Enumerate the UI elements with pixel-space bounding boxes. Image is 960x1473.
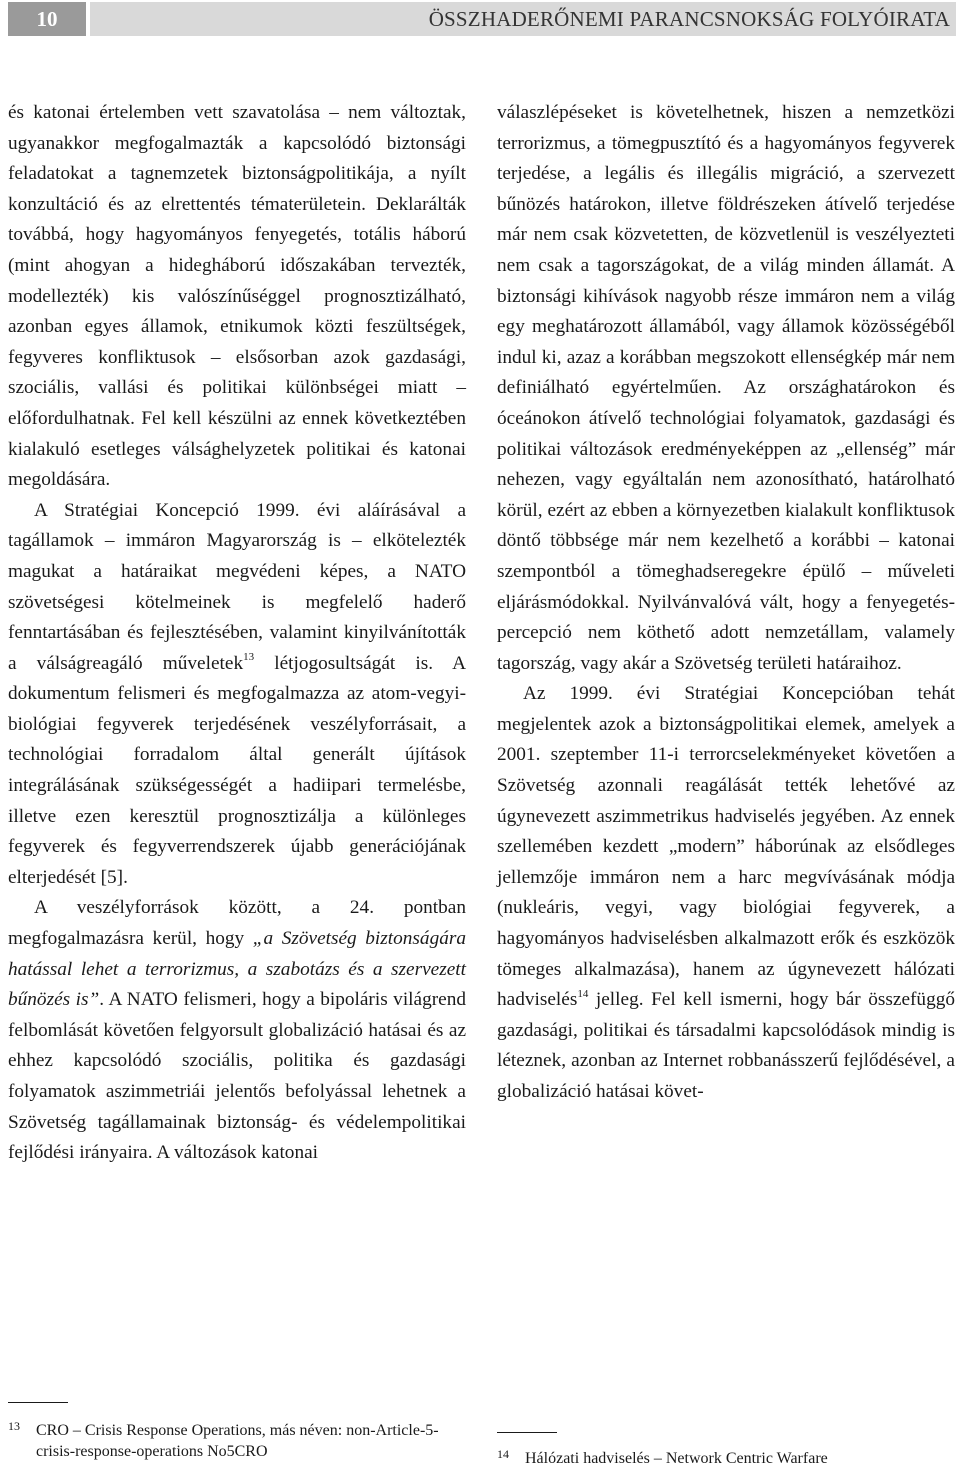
page-number: 10 (8, 2, 86, 36)
paragraph: és katonai értelemben vett szavatolása – nem változtak, ugyanakkor megfogalmazták a kapcsolódó biztonsági feladatokat a tagnemzetek biztonságpolitikája, a nyílt konzultáció és az elrettentés tématerületein. Deklarálták továbbá, hogy hagyományos fenyegetés, totális háború (mint ahogyan a hidegháború időszakában tervezték, modellezték) kis valószínűséggel prognosztizálható, azonban egyes államok, etnikumok közti feszültségek, fegyveres konfliktusok – elsősorban azok gazdasági, szociális, vallási és politikai különbségei miatt – előfordulhatnak. Fel kell készülni az ennek következtében kialakuló esetleges válsághelyzetek politikai és katonai megoldására. (8, 102, 466, 491)
paragraph: válaszlépéseket is követelhetnek, hiszen a nemzetközi terrorizmus, a tömegpusztító és a hagyományos fegyverek terjedése, a legális és illegális migráció, a szervezett bűnözés határokon, illetve földrészeken átívelő terjedése már nem csak közvetetten, de közvetlenül is veszélyezteti nem csak a tagországokat, de a világ minden államát. A biztonsági kihívások nagyobb része immáron nem a világ egy meghatározott államából, vagy államok közösségéből indul ki, azaz a korábban megszokott ellenségkép már nem definiálható egyértelműen. Az országhatárokon és óceánokon átívelő technológiai folyamatok, gazdasági és politikai változások eredményeképpen az „ellenség” már nehezen, vagy egyáltalán nem azonosítható, határolható körül, ezért az ebben a környezetben kialakult konfliktusok döntő többsége már nem kezelhető a korábbi – katonai szempontból a tömeghadseregekre épülő – műveleti eljárásmódokkal. Nyilvánvalóvá vált, hogy a fenyegetés-percepció nem köthető adott nemzetállam, valamely tagország, vagy akár a Szövetség területi határaihoz. (497, 102, 955, 674)
journal-title: ÖSSZHADERŐNEMI PARANCSNOKSÁG FOLYÓIRATA (428, 6, 950, 31)
paragraph (8, 496, 466, 894)
paragraph-text: Az 1999. évi Stratégiai Koncepcióban tehát megjelentek azok a biztonságpolitikai elemek, amelyek a 2001. szeptember 11-i terrorcselekményeket követően a Szövetség azonnali reagálását tették lehetővé az úgynevezett aszimmetrikus hadviselés jegyében. Az ennek szellemében kezdett „modern” háborúnak az elsődleges jellemzője immáron nem a harc megvívásának módja (nukleáris, vegyi, vagy biológiai fegyverek, a hagyományos hadviselésben alkalmazott erők és eszközök tömeges alkalmazása), hanem az úgynevezett hálózati hadviselés (497, 683, 955, 1011)
left-column (8, 98, 466, 1169)
page-header (0, 0, 960, 38)
paragraph-text: jelleg. Fel kell ismerni, hogy bár összefüggő gazdasági, politikai és társadalmi kapcsolódások mindig is léteznek, azonban az Internet robbanásszerű fejlődésével, a globalizáció hatásai követ- (497, 989, 955, 1102)
footnote-14 (497, 1448, 955, 1469)
footnote-ref-14[interactable]: 14 (577, 987, 589, 1000)
footnote-number: 14 (497, 1447, 509, 1461)
footnote-divider (497, 1432, 557, 1433)
paragraph-text: létjogosultságát is. A dokumentum felismeri és megfogalmazza az atom-vegyi-biológiai fegyverek terjedésének veszélyforrásait, a technológiai forradalom által generált újítások integrálásának szükségességét a hadiipari termelésbe, illetve ezen keresztül prognosztizálja a különleges fegyverek és fegyverrendszerek újabb generációjának elterjedését [5]. (8, 652, 467, 888)
footnote-number: 13 (8, 1419, 20, 1433)
paragraph (497, 679, 955, 1107)
journal-title-bar (90, 2, 956, 36)
right-column (497, 98, 955, 1108)
paragraph-text: . A NATO felismeri, hogy a bipoláris világrend felbomlását követően felgyorsult globalizáció hatásai és az ehhez kapcsolódó szociális, politika és gazdasági folyamatok aszimmetriái jelentős befolyással lehetnek a Szövetség tagállamainak biztonság- és védelempolitikai fejlődési irányaira. A változások katonai (8, 989, 466, 1164)
footnote-divider (8, 1402, 68, 1403)
footnote-13 (8, 1420, 466, 1462)
footnote-text: CRO – Crisis Response Operations, más néven: non-Article-5-crisis-response-operations No5CRO (36, 1422, 439, 1460)
footnote-text: Hálózati hadviselés – Network Centric Warfare (525, 1450, 828, 1467)
paragraph-text: A veszélyforrások között, a 24. pontban megfogalmazásra kerül, hogy (8, 897, 466, 950)
nato-quote: „a Szövetség biztonságára hatással lehet a terrorizmus, a szabotázs és a szervezett bűnözés is” (8, 928, 466, 1011)
paragraph-text: A Stratégiai Koncepció 1999. évi aláírásával a tagállamok – immáron Magyarország is – elkötelezték magukat a határaikat megvédeni képes, a NATO szövetségesi kötelmeinek is megfelelő haderő fenntartásában és fejlesztésében, valamint kinyilvánították a válságreagáló műveletek (8, 499, 466, 674)
footnote-ref-13[interactable]: 13 (243, 651, 255, 664)
paragraph (8, 893, 466, 1168)
